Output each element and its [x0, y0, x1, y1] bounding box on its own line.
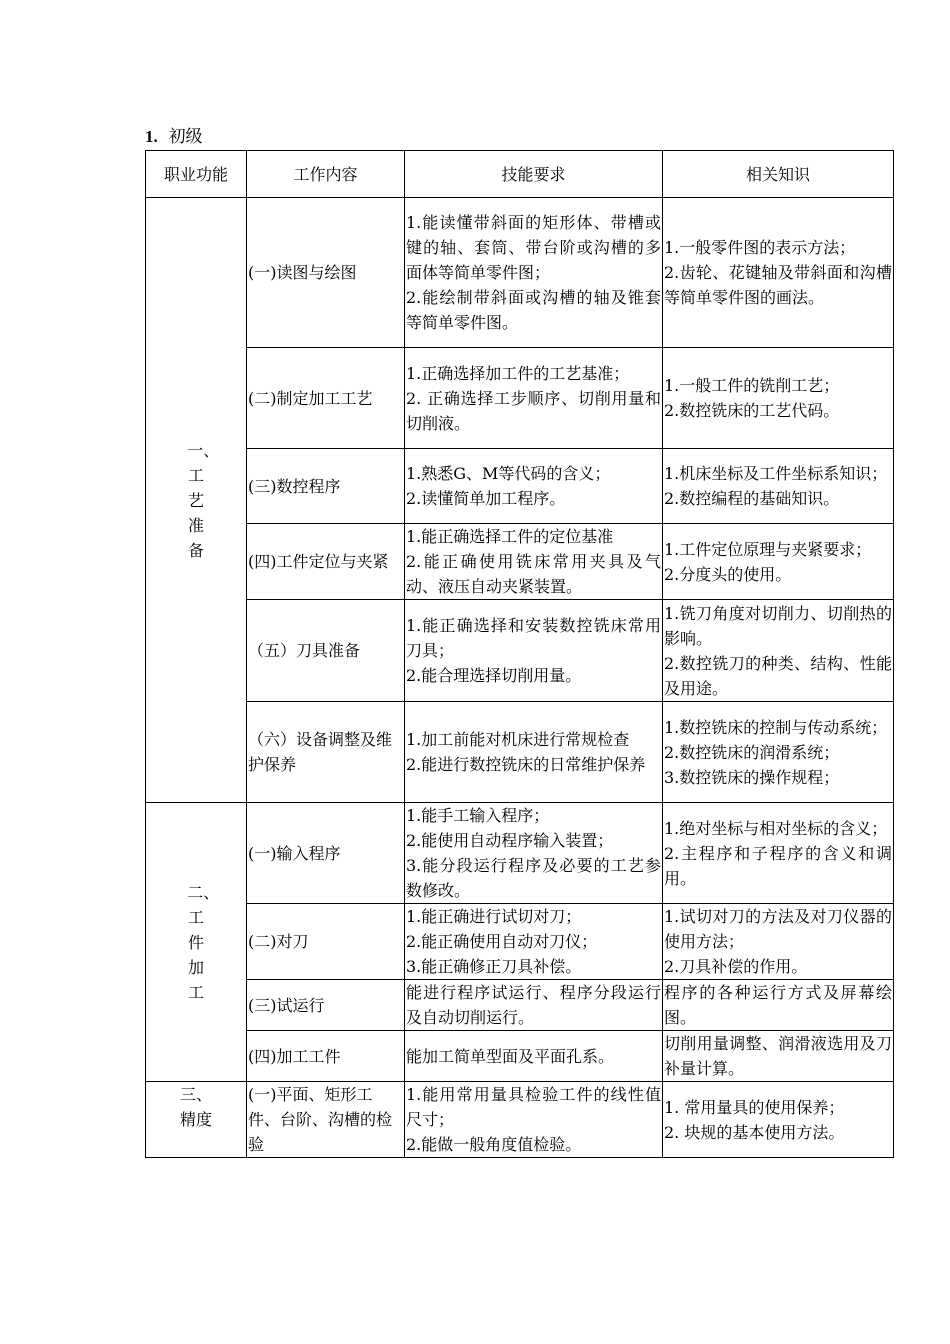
- related-knowledge-cell: [663, 803, 894, 904]
- skill-requirement-line: 2.能绘制带斜面或沟槽的轴及锥套等简单零件图。: [406, 288, 661, 332]
- work-content-cell: (二)对刀: [247, 904, 405, 980]
- skill-requirement-line: 1.正确选择加工件的工艺基准；: [406, 363, 630, 383]
- skill-requirement-line: 2.能合理选择切削用量。: [406, 666, 582, 685]
- skill-requirement-line: 2.读懂简单加工程序。: [406, 489, 566, 508]
- table-row: [146, 980, 894, 1031]
- related-knowledge-line: 2.齿轮、花键轴及带斜面和沟槽等简单零件图的画法。: [664, 263, 892, 307]
- function-label: 二、工件加工: [187, 882, 220, 1002]
- related-knowledge-line: 3.数控铣床的操作规程；: [664, 767, 840, 787]
- section-number: 1.: [145, 127, 158, 146]
- related-knowledge-line: 1.试切对刀的方法及对刀仪器的使用方法；: [664, 907, 892, 951]
- related-knowledge-cell: [663, 1082, 894, 1158]
- related-knowledge-line: 2.数控铣床的润滑系统；: [664, 742, 840, 762]
- table-row: [146, 348, 894, 449]
- related-knowledge-cell: [663, 524, 894, 600]
- related-knowledge-line: 1.一般零件图的表示方法；: [664, 238, 856, 257]
- table-row: [146, 198, 894, 348]
- related-knowledge-cell: [663, 1031, 894, 1082]
- related-knowledge-cell: [663, 348, 894, 449]
- work-content-cell: (二)制定加工工艺: [247, 348, 405, 449]
- skill-requirement-cell: [405, 803, 663, 904]
- skill-standard-table: [145, 150, 894, 1158]
- skill-requirement-line: 能加工简单型面及平面孔系。: [406, 1046, 615, 1066]
- function-cell: [146, 803, 247, 1082]
- skill-requirement-line: 能进行程序试运行、程序分段运行及自动切削运行。: [406, 983, 661, 1027]
- related-knowledge-cell: [663, 600, 894, 702]
- skill-requirement-line: 2.能正确使用自动对刀仪；: [406, 932, 598, 951]
- skill-requirement-cell: [405, 198, 663, 348]
- table-row: [146, 524, 894, 600]
- skill-requirement-cell: [405, 1082, 663, 1158]
- related-knowledge-line: 2.分度头的使用。: [664, 564, 792, 584]
- table-row: [146, 449, 894, 524]
- skill-requirement-line: 1.能读懂带斜面的矩形体、带槽或键的轴、套筒、带台阶或沟槽的多面体等简单零件图；: [406, 213, 661, 282]
- work-content-cell: (一)输入程序: [247, 803, 405, 904]
- related-knowledge-line: 1.机床坐标及工件坐标系知识；: [664, 464, 888, 483]
- related-knowledge-line: 1.数控铣床的控制与传动系统；: [664, 717, 888, 737]
- related-knowledge-line: 切削用量调整、润滑液选用及刀补量计算。: [664, 1034, 892, 1078]
- skill-requirement-line: 1.加工前能对机床进行常规检查: [406, 730, 630, 749]
- work-content-cell: (一)平面、矩形工件、台阶、沟槽的检验: [247, 1082, 405, 1158]
- related-knowledge-line: 1. 常用量具的使用保养；: [664, 1097, 845, 1117]
- skill-requirement-line: 1.能正确选择和安装数控铣床常用刀具；: [406, 616, 661, 660]
- function-label: 一、工艺准备: [187, 440, 220, 560]
- related-knowledge-line: 1.铣刀角度对切削力、切削热的影响。: [664, 603, 892, 648]
- skill-requirement-cell: [405, 449, 663, 524]
- header-skills: 技能要求: [405, 151, 663, 198]
- related-knowledge-line: 2. 块规的基本使用方法。: [664, 1122, 845, 1142]
- work-content-cell: (三)试运行: [247, 980, 405, 1031]
- related-knowledge-line: 1.一般工件的铣削工艺；: [664, 376, 840, 395]
- related-knowledge-cell: [663, 198, 894, 348]
- skill-requirement-line: 2.能使用自动程序输入装置；: [406, 831, 614, 850]
- skill-requirement-line: 1.能正确进行试切对刀；: [406, 907, 582, 926]
- table-row: [146, 600, 894, 702]
- section-heading: [145, 126, 203, 148]
- skill-requirement-line: 1.能正确选择工件的定位基准: [406, 527, 614, 546]
- table-row: [146, 702, 894, 803]
- function-cell: [146, 198, 247, 803]
- work-content-cell: (四)工件定位与夹紧: [247, 524, 405, 600]
- skill-requirement-line: 1.能用常用量具检验工件的线性值尺寸；: [406, 1085, 661, 1129]
- work-content-cell: (一)读图与绘图: [247, 198, 405, 348]
- related-knowledge-line: 1.工件定位原理与夹紧要求；: [664, 539, 872, 559]
- function-cell: [146, 1082, 247, 1158]
- table-row: [146, 803, 894, 904]
- skill-requirement-cell: [405, 600, 663, 702]
- work-content-cell: （五）刀具准备: [247, 600, 405, 702]
- skill-requirement-line: 3.能分段运行程序及必要的工艺参数修改。: [406, 856, 661, 900]
- skill-requirement-line: 3.能正确修正刀具补偿。: [406, 957, 582, 976]
- work-content-cell: (四)加工工件: [247, 1031, 405, 1082]
- table-row: [146, 1082, 894, 1158]
- skill-requirement-line: 2.能进行数控铣床的日常维护保养: [406, 755, 646, 774]
- table-row: [146, 904, 894, 980]
- related-knowledge-line: 2.主程序和子程序的含义和调用。: [664, 843, 892, 888]
- related-knowledge-line: 1.绝对坐标与相对坐标的含义；: [664, 818, 888, 838]
- skill-requirement-cell: [405, 980, 663, 1031]
- work-content-cell: （六）设备调整及维护保养: [247, 702, 405, 803]
- related-knowledge-cell: [663, 980, 894, 1031]
- header-content: 工作内容: [247, 151, 405, 198]
- section-title: 初级: [168, 127, 203, 147]
- function-label: 三、精度: [179, 1085, 212, 1129]
- table-row: [146, 1031, 894, 1082]
- skill-requirement-line: 2.能做一般角度值检验。: [406, 1135, 582, 1154]
- related-knowledge-line: 2.数控铣刀的种类、结构、性能及用途。: [664, 653, 892, 698]
- header-function: 职业功能: [146, 151, 247, 198]
- work-content-cell: (三)数控程序: [247, 449, 405, 524]
- skill-requirement-line: 1.能手工输入程序；: [406, 806, 550, 825]
- related-knowledge-line: 程序的各种运行方式及屏幕绘图。: [664, 983, 892, 1027]
- skill-requirement-cell: [405, 348, 663, 449]
- skill-requirement-line: 2.能正确使用铣床常用夹具及气动、液压自动夹紧装置。: [406, 552, 661, 596]
- table-header-row: [146, 151, 894, 198]
- skill-requirement-line: 2. 正确选择工步顺序、切削用量和切削液。: [406, 388, 661, 433]
- related-knowledge-line: 2.刀具补偿的作用。: [664, 957, 808, 976]
- skill-requirement-cell: [405, 1031, 663, 1082]
- skill-requirement-cell: [405, 524, 663, 600]
- related-knowledge-line: 2.数控编程的基础知识。: [664, 489, 840, 508]
- related-knowledge-cell: [663, 449, 894, 524]
- related-knowledge-cell: [663, 702, 894, 803]
- skill-requirement-cell: [405, 904, 663, 980]
- related-knowledge-line: 2.数控铣床的工艺代码。: [664, 401, 840, 420]
- skill-requirement-cell: [405, 702, 663, 803]
- header-knowledge: 相关知识: [663, 151, 894, 198]
- related-knowledge-cell: [663, 904, 894, 980]
- skill-requirement-line: 1.熟悉G、M等代码的含义；: [406, 464, 611, 483]
